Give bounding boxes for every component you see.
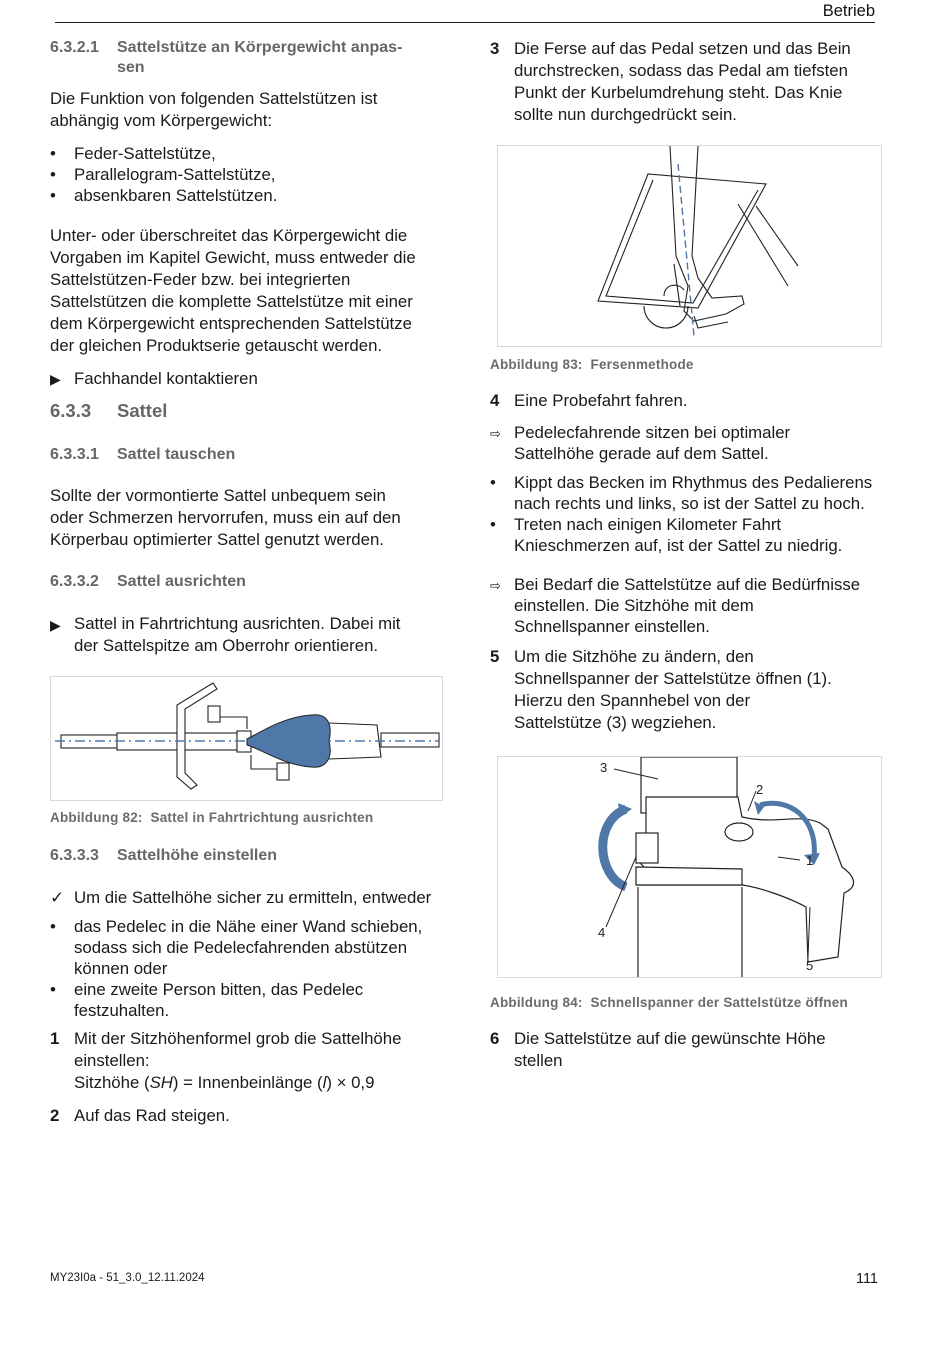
seatpost-type-list [50, 143, 442, 206]
heading-6-3-3-2: 6.3.3.2 Sattel ausrichten [50, 573, 246, 590]
list-item: • eine zweite Person bitten, das Pedelec festzuhalten. [50, 980, 364, 1020]
step-5: 5 Um die Sitzhöhe zu ändern, den Schnellspanner der Sattelstütze öffnen (1). Hierzu den Spannhebel von der Sattelstütze (3) wegziehen. [490, 647, 832, 732]
result-adjust-seatpost: ⇨ Bei Bedarf die Sattelstütze auf die Bedürfnisse einstellen. Die Sitzhöhe mit dem Schnellspanner einstellen. [490, 575, 861, 636]
header-rule [55, 22, 875, 23]
list-item: • Treten nach einigen Kilometer Fahrt Knieschmerzen auf, ist der Sattel zu niedrig. [490, 515, 843, 555]
saddle-swap-paragraph: Sollte der vormontierte Sattel unbequem sein oder Schmerzen hervorrufen, muss ein auf den Körperbau optimierter Sattel genutzt werden. [50, 486, 401, 549]
page-number: 111 [855, 1271, 878, 1287]
callout-1: 1 [806, 853, 814, 868]
intro-paragraph: Die Funktion von folgenden Sattelstützen ist abhängig vom Körpergewicht: [50, 89, 378, 130]
height-check-list [490, 472, 882, 556]
footer-document-id: MY23I0a - 51_3.0_12.11.2024 [50, 1272, 205, 1284]
result-arrow-icon: ⇨ [490, 426, 501, 441]
caption-figure-82: Abbildung 82: Sattel in Fahrtrichtung ausrichten [50, 810, 374, 825]
callout-3: 3 [600, 760, 608, 775]
heading-6-3-3-3: 6.3.3.3 Sattelhöhe einstellen [50, 847, 278, 864]
figure-83-heel-method [497, 145, 882, 347]
callout-4: 4 [598, 925, 606, 940]
list-item: • Parallelogram-Sattelstütze, [50, 165, 276, 184]
callout-5: 5 [806, 958, 814, 973]
figure-84-quick-release [497, 756, 882, 978]
heading-6-3-3-1: 6.3.3.1 Sattel tauschen [50, 446, 236, 463]
figure-82-saddle-alignment [50, 676, 443, 801]
step-4: 4 Eine Probefahrt fahren. [490, 391, 688, 410]
quick-release-illustration [498, 757, 881, 977]
weight-paragraph: Unter- oder überschreitet das Körpergewicht die Vorgaben im Kapitel Gewicht, muss entweder die Sattelstützen-Feder bzw. bei integrierten Sattelstützen die komplette Sattelstütze mit einer dem Körpergewicht entsprechenden Sattelstütze der gleichen Produktserie getauscht werden. [50, 226, 416, 355]
heading-6-3-2-1: 6.3.2.1 Sattelstütze an Körpergewicht anpas- sen [50, 39, 403, 76]
step-1: 1 Mit der Sitzhöhenformel grob die Sattelhöhe einstellen: Sitzhöhe (SH) = Innenbeinlänge (l) × 0,9 [50, 1029, 402, 1092]
heel-method-illustration [498, 146, 881, 346]
callout-2: 2 [756, 782, 764, 797]
action-contact-dealer: ▶ Fachhandel kontaktieren [50, 369, 258, 388]
result-arrow-icon: ⇨ [490, 578, 501, 593]
checkmark-icon: ✓ [50, 888, 65, 907]
support-options-list [50, 916, 442, 1021]
heading-6-3-3: 6.3.3 Sattel [50, 400, 168, 421]
step-6: 6 Die Sattelstütze auf die gewünschte Höhe stellen [490, 1029, 826, 1070]
step-2: 2 Auf das Rad steigen. [50, 1106, 230, 1125]
step-3: 3 Die Ferse auf das Pedal setzen und das Bein durchstrecken, sodass das Pedal am tiefsten Punkt der Kurbelumdrehung steht. Das Knie sollte nun durchgedrückt sein. [490, 39, 851, 124]
list-item: • absenkbaren Sattelstützen. [50, 186, 278, 205]
running-header: Betrieb [822, 2, 875, 20]
action-align-saddle: ▶ Sattel in Fahrtrichtung ausrichten. Dabei mit der Sattelspitze am Oberrohr orientieren. [50, 614, 401, 655]
list-item: • das Pedelec in die Nähe einer Wand schieben, sodass sich die Pedelecfahrenden abstützen können oder [50, 917, 423, 978]
result-optimal-height: ⇨ Pedelecfahrende sitzen bei optimaler Sattelhöhe gerade auf dem Sattel. [490, 423, 791, 463]
list-item: • Kippt das Becken im Rhythmus des Pedalierens nach rechts und links, so ist der Sattel zu hoch. [490, 473, 873, 513]
caption-figure-84: Abbildung 84: Schnellspanner der Sattelstütze öffnen [490, 995, 848, 1010]
precondition: ✓ Um die Sattelhöhe sicher zu ermitteln, entweder [50, 888, 432, 907]
list-item: • Feder-Sattelstütze, [50, 144, 216, 163]
caption-figure-83: Abbildung 83: Fersenmethode [490, 357, 694, 372]
saddle-top-view-illustration [51, 677, 442, 800]
